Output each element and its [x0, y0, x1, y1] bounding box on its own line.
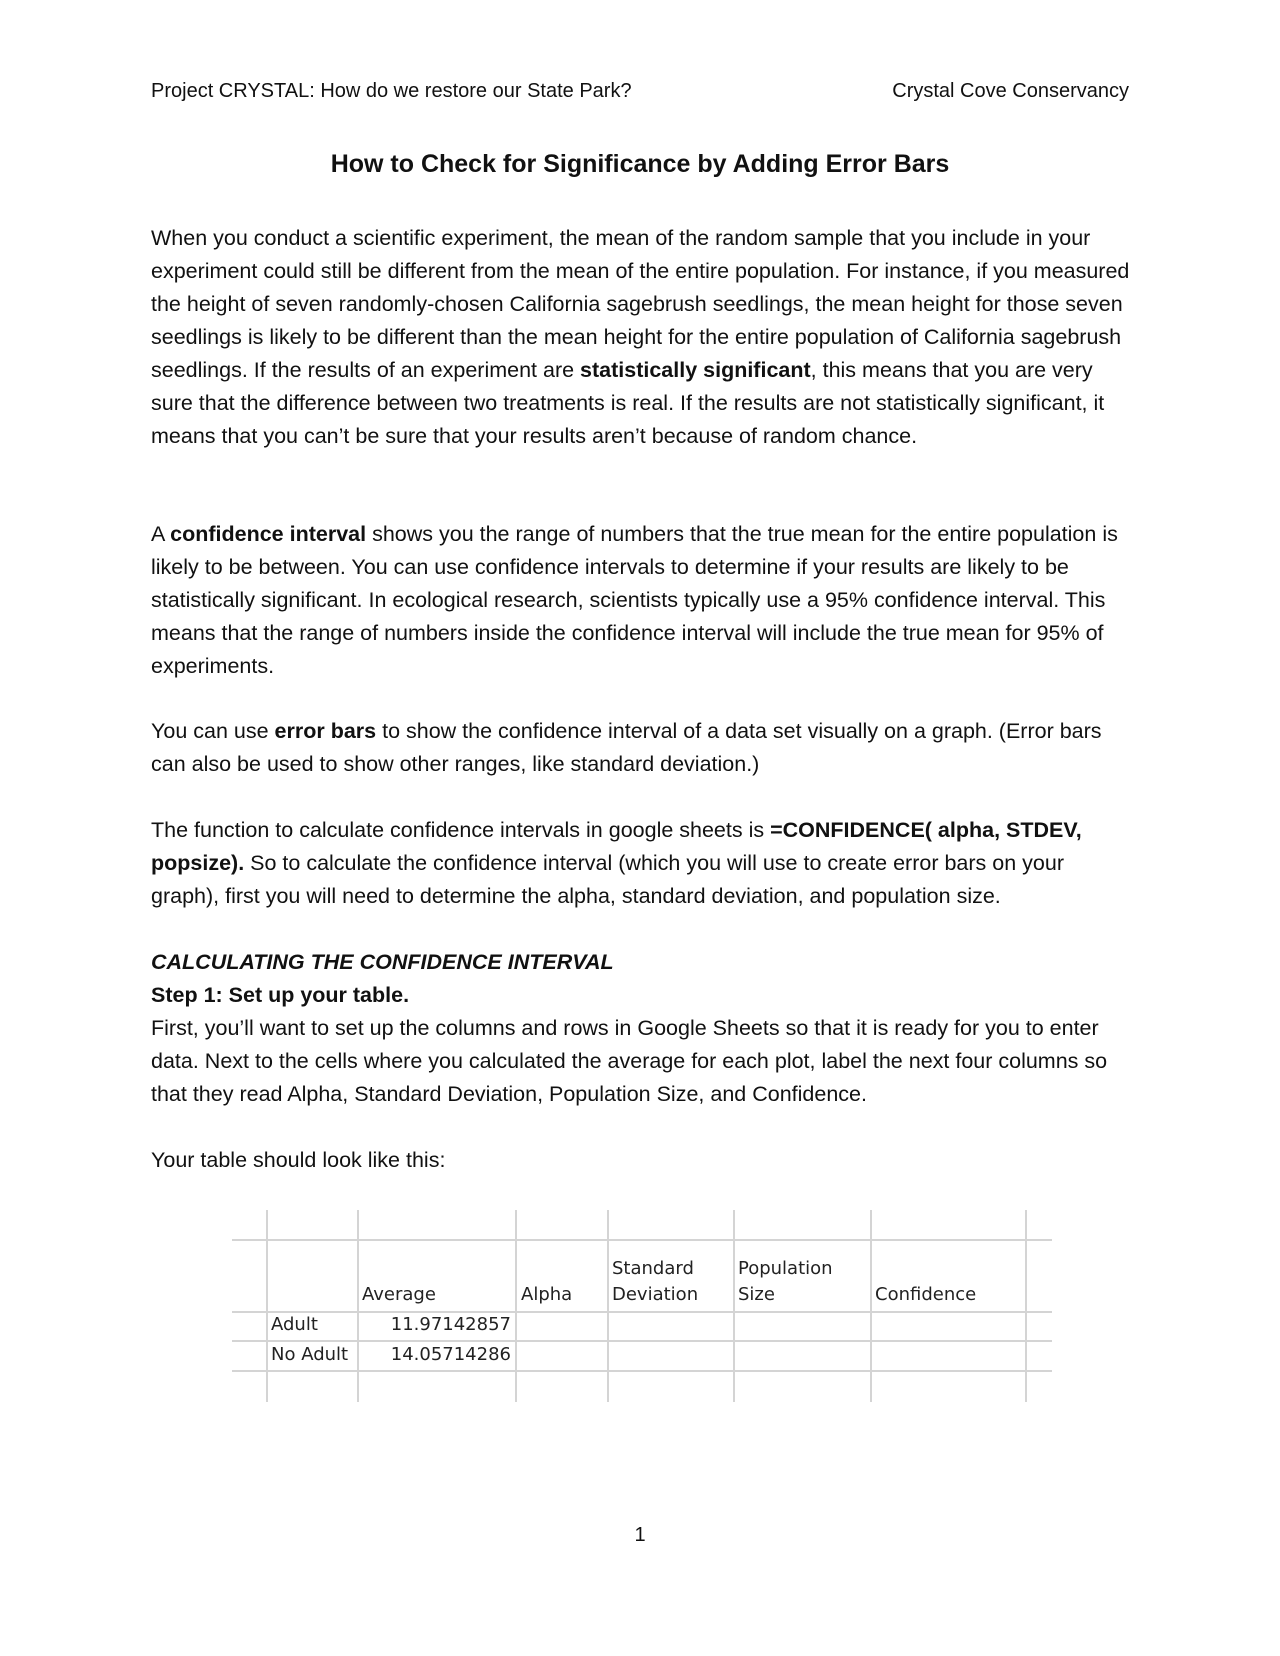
para2-text-a: A — [151, 522, 171, 546]
para4-bold-formula: =CONFIDENCE( alpha, STDEV, popsize). — [151, 818, 1082, 875]
row-label-no-adult: No Adult — [271, 1344, 349, 1365]
paragraph-significance — [151, 222, 1131, 453]
cell-average-no-adult: 14.05714286 — [390, 1344, 511, 1365]
para4-text-a: The function to calculate confidence intervals in google sheets is — [151, 818, 771, 842]
paragraph-function — [151, 814, 1131, 913]
document-title: How to Check for Significance by Adding Error Bars — [330, 150, 950, 178]
para2-bold-term: confidence interval — [170, 522, 367, 546]
header-std-line1: Standard — [612, 1258, 694, 1279]
header-pop-line2: Size — [738, 1284, 775, 1305]
header-pop-line1: Population — [738, 1258, 833, 1279]
grid-line — [232, 1239, 1052, 1241]
header-std-line2: Deviation — [612, 1284, 699, 1305]
table-intro: Your table should look like this: — [151, 1148, 446, 1172]
para1-text-b: , this means that you are very sure that the difference between two treatments is real. If the results are not statistically significant, it means that you can’t be sure that your results aren’t because of random chance. — [151, 358, 1105, 448]
para3-text-b: to show the confidence interval of a data set visually on a graph. (Error bars can also be used to show other ranges, like standard deviation.) — [151, 719, 1102, 776]
paragraph-error-bars — [151, 715, 1131, 781]
para2-text-b: shows you the range of numbers that the true mean for the entire population is likely to be between. You can use confidence intervals to determine if your results are likely to be statistically significant. In ecological research, scientists typically use a 95% confidence interval. This means that the range of numbers inside the confidence interval will include the true mean for 95% of experiments. — [151, 522, 1118, 678]
header-alpha: Alpha — [521, 1284, 573, 1305]
row-label-adult: Adult — [271, 1314, 318, 1335]
step1-text: First, you’ll want to set up the columns and rows in Google Sheets so that it is ready for you to enter data. Next to the cells where you calculated the average for each plot, label the next four columns so that they read Alpha, Standard Deviation, Population Size, and Confidence. — [151, 1016, 1108, 1106]
step1-heading: Step 1: Set up your table. — [151, 983, 410, 1007]
para1-bold-term: statistically significant — [580, 358, 811, 382]
grid-line — [232, 1311, 1052, 1313]
paragraph-confidence-interval — [151, 518, 1131, 683]
spreadsheet-grid — [232, 1210, 1052, 1402]
para3-bold-term: error bars — [274, 719, 377, 743]
grid-line — [232, 1370, 1052, 1372]
page-header — [151, 76, 1129, 106]
cell-average-adult: 11.97142857 — [390, 1314, 511, 1335]
header-project-title: Project CRYSTAL: How do we restore our State Park? — [151, 79, 632, 102]
para3-text-a: You can use — [151, 719, 275, 743]
para1-text-a: When you conduct a scientific experiment, the mean of the random sample that you include in your experiment could still be different from the mean of the entire population. For instance, if you measured the height of seven randomly-chosen California sagebrush seedlings, the mean height for those seven seedlings is likely to be different than the mean height for the entire population of California sagebrush seedlings. If the results of an experiment are — [151, 226, 1130, 382]
header-organization: Crystal Cove Conservancy — [892, 79, 1129, 102]
page-number: 1 — [634, 1524, 646, 1546]
grid-line — [232, 1340, 1052, 1342]
header-average: Average — [362, 1284, 436, 1305]
header-confidence: Confidence — [875, 1284, 977, 1305]
section-heading: CALCULATING THE CONFIDENCE INTERVAL — [151, 950, 614, 974]
spreadsheet-table — [232, 1210, 1052, 1402]
para4-text-b: So to calculate the confidence interval (which you will use to create error bars on your graph), first you will need to determine the alpha, standard deviation, and population size. — [151, 851, 1064, 908]
